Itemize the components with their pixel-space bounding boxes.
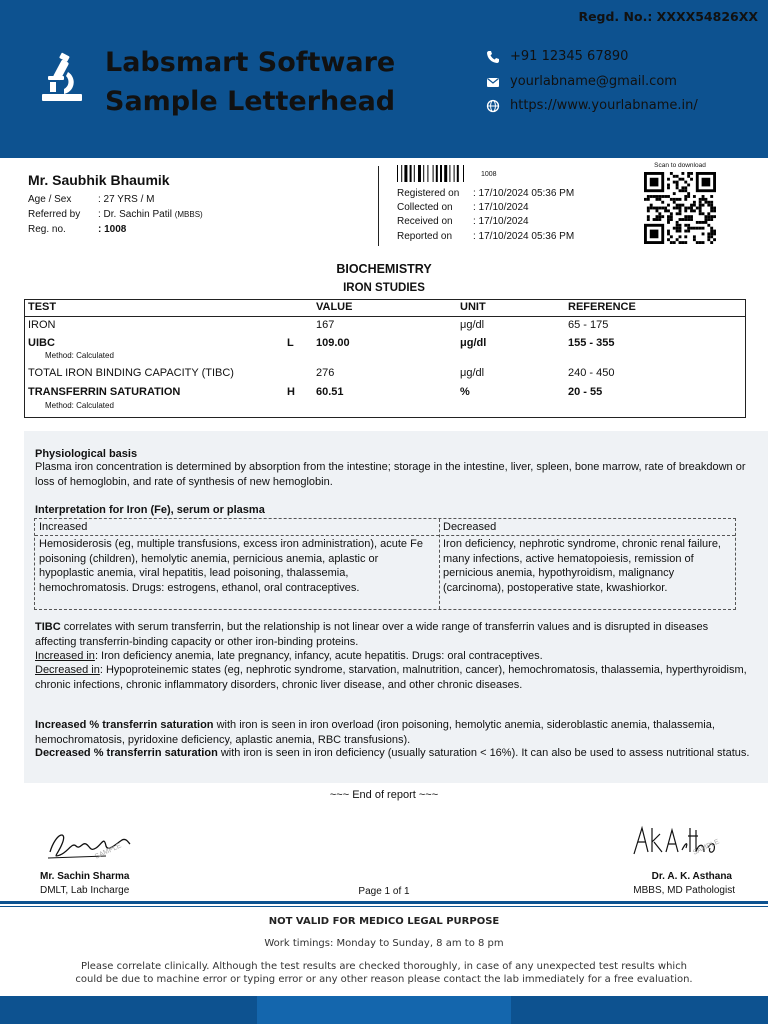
mail-icon bbox=[486, 75, 500, 89]
footer-divider bbox=[0, 901, 768, 904]
bottom-bar-accent bbox=[257, 996, 511, 1024]
row-uibc-method: Method: Calculated bbox=[45, 351, 114, 360]
registered-value: : 17/10/2024 05:36 PM bbox=[473, 188, 575, 199]
results-header-row bbox=[25, 300, 745, 317]
microscope-logo bbox=[40, 52, 86, 104]
results-table bbox=[24, 299, 746, 418]
tibc-text: correlates with serum transferrin, but the relationship is not linear over a wide range of transferrin values and is disrupted in diseases affecting transferrin-binding capacity or other iron-binding proteins. bbox=[35, 621, 709, 648]
ts-inc-bold: Increased % transferrin saturation bbox=[35, 719, 214, 731]
physio-title: Physiological basis bbox=[35, 448, 138, 460]
received-label: Received on bbox=[397, 216, 453, 227]
interpretation-panel bbox=[24, 431, 768, 783]
patient-reg-no bbox=[28, 222, 126, 237]
ts-increased bbox=[35, 718, 750, 747]
row-iron-unit: μg/dl bbox=[460, 319, 485, 331]
reported-label: Reported on bbox=[397, 231, 453, 242]
lab-title bbox=[105, 43, 395, 121]
row-ts-test: TRANSFERRIN SATURATION bbox=[28, 386, 181, 398]
info-divider bbox=[378, 166, 379, 246]
footer-divider-thin bbox=[0, 906, 768, 907]
page-number: Page 1 of 1 bbox=[358, 886, 410, 897]
lab-title-line1: Labsmart Software bbox=[105, 47, 396, 78]
row-uibc-value: 109.00 bbox=[316, 337, 350, 349]
reg-label: Reg. no. bbox=[28, 224, 66, 235]
signatory-right-name: Dr. A. K. Asthana bbox=[651, 871, 732, 882]
reported-on bbox=[397, 231, 574, 242]
phone-contact[interactable] bbox=[486, 49, 628, 64]
registered-on bbox=[397, 188, 574, 199]
decreased-heading: Decreased bbox=[443, 521, 497, 533]
signature-right bbox=[630, 822, 730, 864]
age-sex-value: : 27 YRS / M bbox=[98, 194, 155, 205]
collected-on bbox=[397, 202, 529, 213]
received-on bbox=[397, 216, 529, 227]
phone-number: +91 12345 67890 bbox=[510, 49, 629, 64]
signatory-right-title: MBBS, MD Pathologist bbox=[633, 885, 735, 896]
referred-label: Referred by bbox=[28, 209, 81, 220]
tibc-increased bbox=[35, 649, 750, 664]
registered-label: Registered on bbox=[397, 188, 460, 199]
patient-age-sex bbox=[28, 192, 155, 207]
qr-code[interactable] bbox=[642, 172, 718, 244]
tibc-dec-label: Decreased in bbox=[35, 664, 100, 676]
collected-value: : 17/10/2024 bbox=[473, 202, 529, 213]
website-contact[interactable] bbox=[486, 98, 698, 113]
interp-table bbox=[34, 518, 736, 610]
increased-text: Hemosiderosis (eg, multiple transfusions, excess iron administration), acute Fe poisoning (children), hemolytic anemia, pernicious anemia, aplastic or hypoplastic anemia, viral hepatitis, lead poisoning, thalassemia, hemochromatosis. Drugs: estrogens, ethanol, oral contraceptives. bbox=[39, 538, 423, 594]
email-contact[interactable] bbox=[486, 74, 677, 89]
disclaimer-line1: Please correlate clinically. Although the test results are checked thoroughly, in case of any unexpected test results which bbox=[80, 961, 688, 972]
header-reference: REFERENCE bbox=[568, 301, 636, 313]
reported-value: : 17/10/2024 05:36 PM bbox=[473, 231, 575, 242]
tibc-bold: TIBC bbox=[35, 621, 61, 633]
tibc-dec-text: : Hypoproteinemic states (eg, nephrotic syndrome, starvation, malnutrition, cancer), hemochromatosis, thalassemia, hyperthyroidism, chronic infections, chronic inflammatory disorders, chronic liver disease, and other chronic diseases. bbox=[35, 664, 747, 691]
tibc-decreased bbox=[35, 663, 750, 692]
referred-suffix: (MBBS) bbox=[174, 210, 203, 219]
row-tibc-test: TOTAL IRON BINDING CAPACITY (TIBC) bbox=[28, 367, 234, 379]
not-valid-notice: NOT VALID FOR MEDICO LEGAL PURPOSE bbox=[268, 916, 500, 927]
sample-stamp-right: SAMPLE bbox=[691, 838, 721, 857]
row-iron-value: 167 bbox=[316, 319, 335, 331]
sample-stamp-left: SAMPLE bbox=[93, 842, 123, 861]
decreased-text: Iron deficiency, nephrotic syndrome, chronic renal failure, many infections, active hematopoiesis, remission of pernicious anemia, hypothyroidism, malignancy (carcinoma), postoperative state, kwashiorkor. bbox=[443, 538, 721, 594]
website-url: https://www.yourlabname.in/ bbox=[510, 98, 698, 113]
barcode-number: 1008 bbox=[481, 171, 497, 178]
patient-referred-by bbox=[28, 207, 203, 222]
ts-inc-text: with iron is seen in iron overload (iron poisoning, hemolytic anemia, sideroblastic anemia, thalassemia, hemochromatosis, pyridoxine deficiency, aplastic anemia, RBC transfusions). bbox=[35, 719, 715, 746]
ts-dec-bold: Decreased % transferrin saturation bbox=[35, 747, 218, 759]
interp-table-col-divider bbox=[439, 519, 440, 609]
collected-label: Collected on bbox=[397, 202, 453, 213]
header-test: TEST bbox=[28, 301, 57, 313]
end-of-report: ~~~ End of report ~~~ bbox=[329, 789, 439, 801]
work-timings: Work timings: Monday to Sunday, 8 am to 8 pm bbox=[264, 938, 504, 949]
row-uibc-reference: 155 - 355 bbox=[568, 337, 615, 349]
row-ts-method: Method: Calculated bbox=[45, 401, 114, 410]
interp-table-row-divider bbox=[35, 535, 735, 536]
disclaimer-line2: could be due to machine error or typing error or any other reason please contact the lab immediately for a free evaluation. bbox=[75, 974, 693, 985]
row-iron-reference: 65 - 175 bbox=[568, 319, 609, 331]
signatory-left-title: DMLT, Lab Incharge bbox=[40, 885, 130, 896]
globe-icon bbox=[486, 99, 500, 113]
row-uibc-test: UIBC bbox=[28, 337, 55, 349]
department-heading: BIOCHEMISTRY bbox=[336, 262, 432, 276]
referred-value: : Dr. Sachin Patil bbox=[98, 209, 172, 220]
lab-title-line2: Sample Letterhead bbox=[105, 86, 396, 117]
barcode bbox=[397, 165, 477, 182]
row-tibc-value: 276 bbox=[316, 367, 335, 379]
received-value: : 17/10/2024 bbox=[473, 216, 529, 227]
age-sex-label: Age / Sex bbox=[28, 194, 72, 205]
row-iron-test: IRON bbox=[28, 319, 56, 331]
registration-number: Regd. No.: XXXX54826XX bbox=[578, 9, 758, 24]
header-value: VALUE bbox=[316, 301, 353, 313]
patient-name: Mr. Saubhik Bhaumik bbox=[28, 172, 170, 188]
phone-icon bbox=[486, 50, 500, 64]
signature-left bbox=[46, 822, 136, 864]
physio-text: Plasma iron concentration is determined by absorption from the intestine; storage in the intestine, liver, spleen, bone marrow, rate of breakdown or loss of hemoglobin, and rate of synthesis of new hemoglobin. bbox=[35, 461, 746, 488]
row-uibc-unit: μg/dl bbox=[460, 337, 487, 349]
row-ts-unit: % bbox=[460, 386, 470, 398]
row-ts-flag: H bbox=[287, 386, 295, 398]
ts-decreased bbox=[35, 746, 750, 761]
qr-label: Scan to download bbox=[654, 162, 706, 169]
header-unit: UNIT bbox=[460, 301, 486, 313]
row-ts-value: 60.51 bbox=[316, 386, 344, 398]
tibc-paragraph bbox=[35, 620, 750, 649]
tibc-inc-text: : Iron deficiency anemia, late pregnancy, infancy, acute hepatitis. Drugs: oral contraceptives. bbox=[94, 650, 543, 662]
panel-heading: IRON STUDIES bbox=[343, 282, 425, 294]
row-uibc-flag: L bbox=[287, 337, 294, 349]
interp-title: Interpretation for Iron (Fe), serum or plasma bbox=[35, 504, 265, 516]
signatory-left-name: Mr. Sachin Sharma bbox=[40, 871, 130, 882]
row-tibc-unit: μg/dl bbox=[460, 367, 485, 379]
ts-dec-text: with iron is seen in iron deficiency (usually saturation < 16%). It can also be used to assess nutritional status. bbox=[217, 747, 750, 759]
row-tibc-reference: 240 - 450 bbox=[568, 367, 615, 379]
row-ts-reference: 20 - 55 bbox=[568, 386, 603, 398]
email-address: yourlabname@gmail.com bbox=[510, 74, 677, 89]
increased-heading: Increased bbox=[39, 521, 88, 533]
reg-value: : 1008 bbox=[98, 224, 127, 235]
tibc-inc-label: Increased in bbox=[35, 650, 95, 662]
